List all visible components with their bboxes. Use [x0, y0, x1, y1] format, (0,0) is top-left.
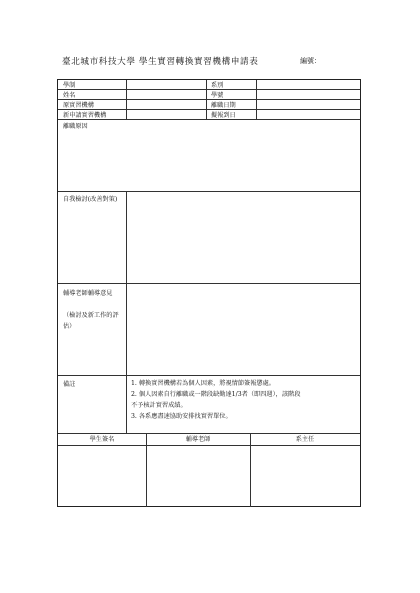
label-department: 系別 [211, 81, 224, 89]
row-divider [58, 445, 360, 446]
label-expected-report-date: 擬報到日 [211, 111, 236, 119]
label-student-id: 學號 [211, 91, 224, 99]
column-divider [146, 433, 147, 507]
label-leave-date: 離職日期 [211, 101, 236, 109]
row-divider [58, 99, 360, 100]
row-divider [58, 191, 360, 192]
form-header [62, 55, 362, 71]
row-divider [58, 89, 360, 90]
label-new-org: 新申請實習機構 [63, 111, 107, 119]
column-divider [126, 191, 127, 433]
label-remarks: 備註 [63, 381, 76, 388]
serial-number-label: 編號： [300, 57, 321, 65]
label-leave-reason: 離職原因 [63, 123, 88, 130]
column-divider [256, 80, 257, 120]
label-chair-signature: 系主任 [295, 436, 315, 443]
row-divider [58, 375, 360, 376]
label-advisor-signature: 輔導老師 [185, 436, 211, 443]
column-divider [206, 80, 207, 120]
column-divider [250, 433, 251, 507]
label-advisor-opinion-sub: （檢討及新工作的評估） [63, 312, 119, 330]
remark-item: 2. 個人因素自行離職或一階段缺勤達1/3者（即四週），該階段 [131, 391, 301, 398]
row-divider [58, 433, 360, 434]
remark-item: 1. 轉換實習機構若為個人因素，將視情節簽報懲處。 [131, 380, 275, 387]
label-self-review: 自我檢討(改善對策) [63, 196, 118, 203]
label-advisor-opinion: 輔導老師輔導意見 [63, 290, 113, 297]
row-divider [58, 283, 360, 284]
remark-item: 不予核計實習成績。 [131, 402, 187, 409]
column-divider [126, 80, 127, 120]
label-name: 姓名 [63, 91, 76, 99]
application-form-table [57, 79, 361, 507]
label-student-signature: 學生簽名 [89, 436, 115, 443]
label-academic-system: 學制 [63, 81, 76, 89]
form-title: 臺北城市科技大學 學生實習轉換實習機構申請表 [62, 57, 259, 67]
remark-item: 3. 各系應盡速協助安排找實習單位。 [131, 413, 232, 420]
label-original-org: 原實習機構 [63, 101, 94, 109]
